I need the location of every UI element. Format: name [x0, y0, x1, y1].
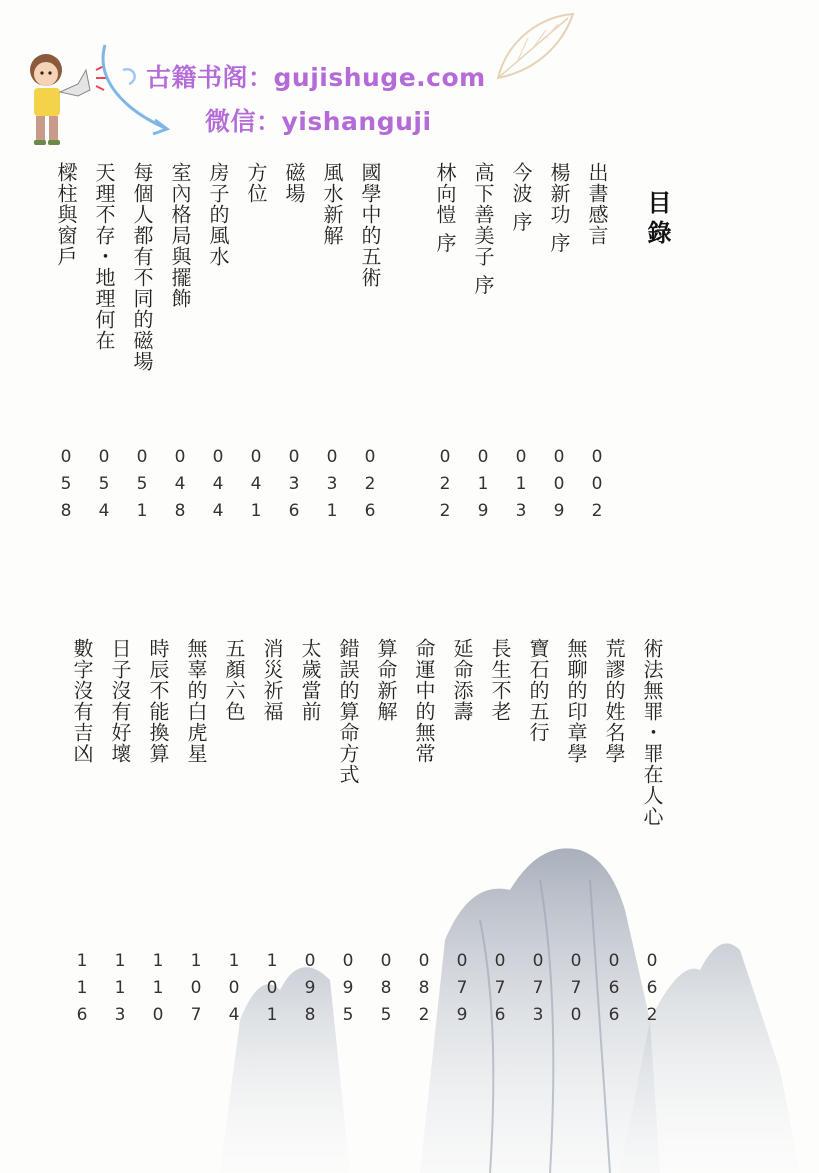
- toc-entry-page: 051: [132, 447, 152, 528]
- toc-entry-page: 058: [56, 447, 76, 528]
- toc-entry-page: 009: [549, 447, 569, 528]
- toc-entry-page: 073: [528, 951, 548, 1032]
- toc-entry-page: 031: [322, 447, 342, 528]
- watermark-wechat: 微信：yishanguji: [205, 107, 432, 136]
- toc-entry-page: 019: [473, 447, 493, 528]
- toc-entry-title: 無辜的白虎星: [184, 638, 208, 764]
- toc-entry-title: 術法無罪・罪在人心: [640, 638, 664, 827]
- toc-entry-title: 磁場: [282, 162, 306, 204]
- toc-entry-page: 101: [262, 951, 282, 1032]
- toc-entry-page: 116: [72, 951, 92, 1032]
- toc-entry-title: 時辰不能換算: [146, 638, 170, 764]
- toc-entry-title: 日子沒有好壞: [108, 638, 132, 764]
- toc-entry-title: 荒謬的姓名學: [602, 638, 626, 764]
- toc-entry-title: 風水新解: [320, 162, 344, 246]
- toc-entry-title: 命運中的無常: [412, 638, 436, 764]
- leaf-illustration: [488, 8, 578, 88]
- toc-entry-title: 無聊的印章學: [564, 638, 588, 764]
- toc-entry-page: 085: [376, 951, 396, 1032]
- toc-entry-page: 098: [300, 951, 320, 1032]
- toc-entry-title: 國學中的五術: [358, 162, 382, 288]
- toc-entry-page: 066: [604, 951, 624, 1032]
- toc-entry-title: 寶石的五行: [526, 638, 550, 743]
- toc-entry-title: 林向愷 序: [433, 162, 457, 254]
- toc-entry-title: 錯誤的算命方式: [336, 638, 360, 785]
- toc-entry-page: 048: [170, 447, 190, 528]
- toc-entry-title: 楊新功 序: [547, 162, 571, 254]
- toc-entry-page: 070: [566, 951, 586, 1032]
- watermark-site: 古籍书阁：gujishuge.com: [146, 63, 486, 92]
- toc-entry-title: 天理不存・地理何在: [92, 162, 116, 351]
- toc-entry-page: 013: [511, 447, 531, 528]
- toc-entry-page: 095: [338, 951, 358, 1032]
- toc-entry-page: 110: [148, 951, 168, 1032]
- toc-entry-page: 104: [224, 951, 244, 1032]
- toc-entry-page: 044: [208, 447, 228, 528]
- toc-entry-title: 樑柱與窗戶: [54, 162, 78, 267]
- toc-entry-title: 高下善美子 序: [471, 162, 495, 296]
- toc-entry-title: 數字沒有吉凶: [70, 638, 94, 764]
- toc-entry-page: 113: [110, 951, 130, 1032]
- toc-entry-title: 消災祈福: [260, 638, 284, 722]
- toc-entry-title: 今波 序: [509, 162, 533, 233]
- toc-entry-page: 026: [360, 447, 380, 528]
- toc-entry-title: 每個人都有不同的磁場: [130, 162, 154, 372]
- toc-entry-title: 太歲當前: [298, 638, 322, 722]
- toc-entry-page: 107: [186, 951, 206, 1032]
- toc-entry-page: 036: [284, 447, 304, 528]
- toc-entry-title: 長生不老: [488, 638, 512, 722]
- toc-entry-page: 079: [452, 951, 472, 1032]
- toc-entry-title: 方位: [244, 162, 268, 204]
- toc-entry-page: 076: [490, 951, 510, 1032]
- toc-title: 目錄: [643, 190, 671, 250]
- toc-entry-title: 房子的風水: [206, 162, 230, 267]
- toc-entry-title: 五顏六色: [222, 638, 246, 722]
- toc-entry-page: 002: [587, 447, 607, 528]
- toc-entry-page: 022: [435, 447, 455, 528]
- toc-entry-title: 延命添壽: [450, 638, 474, 722]
- toc-entry-title: 出書感言: [585, 162, 609, 246]
- toc-entry-page: 041: [246, 447, 266, 528]
- toc-entry-page: 054: [94, 447, 114, 528]
- toc-entry-page: 082: [414, 951, 434, 1032]
- toc-entry-title: 算命新解: [374, 638, 398, 722]
- toc-entry-title: 室內格局與擺飾: [168, 162, 192, 309]
- toc-entry-page: 062: [642, 951, 662, 1032]
